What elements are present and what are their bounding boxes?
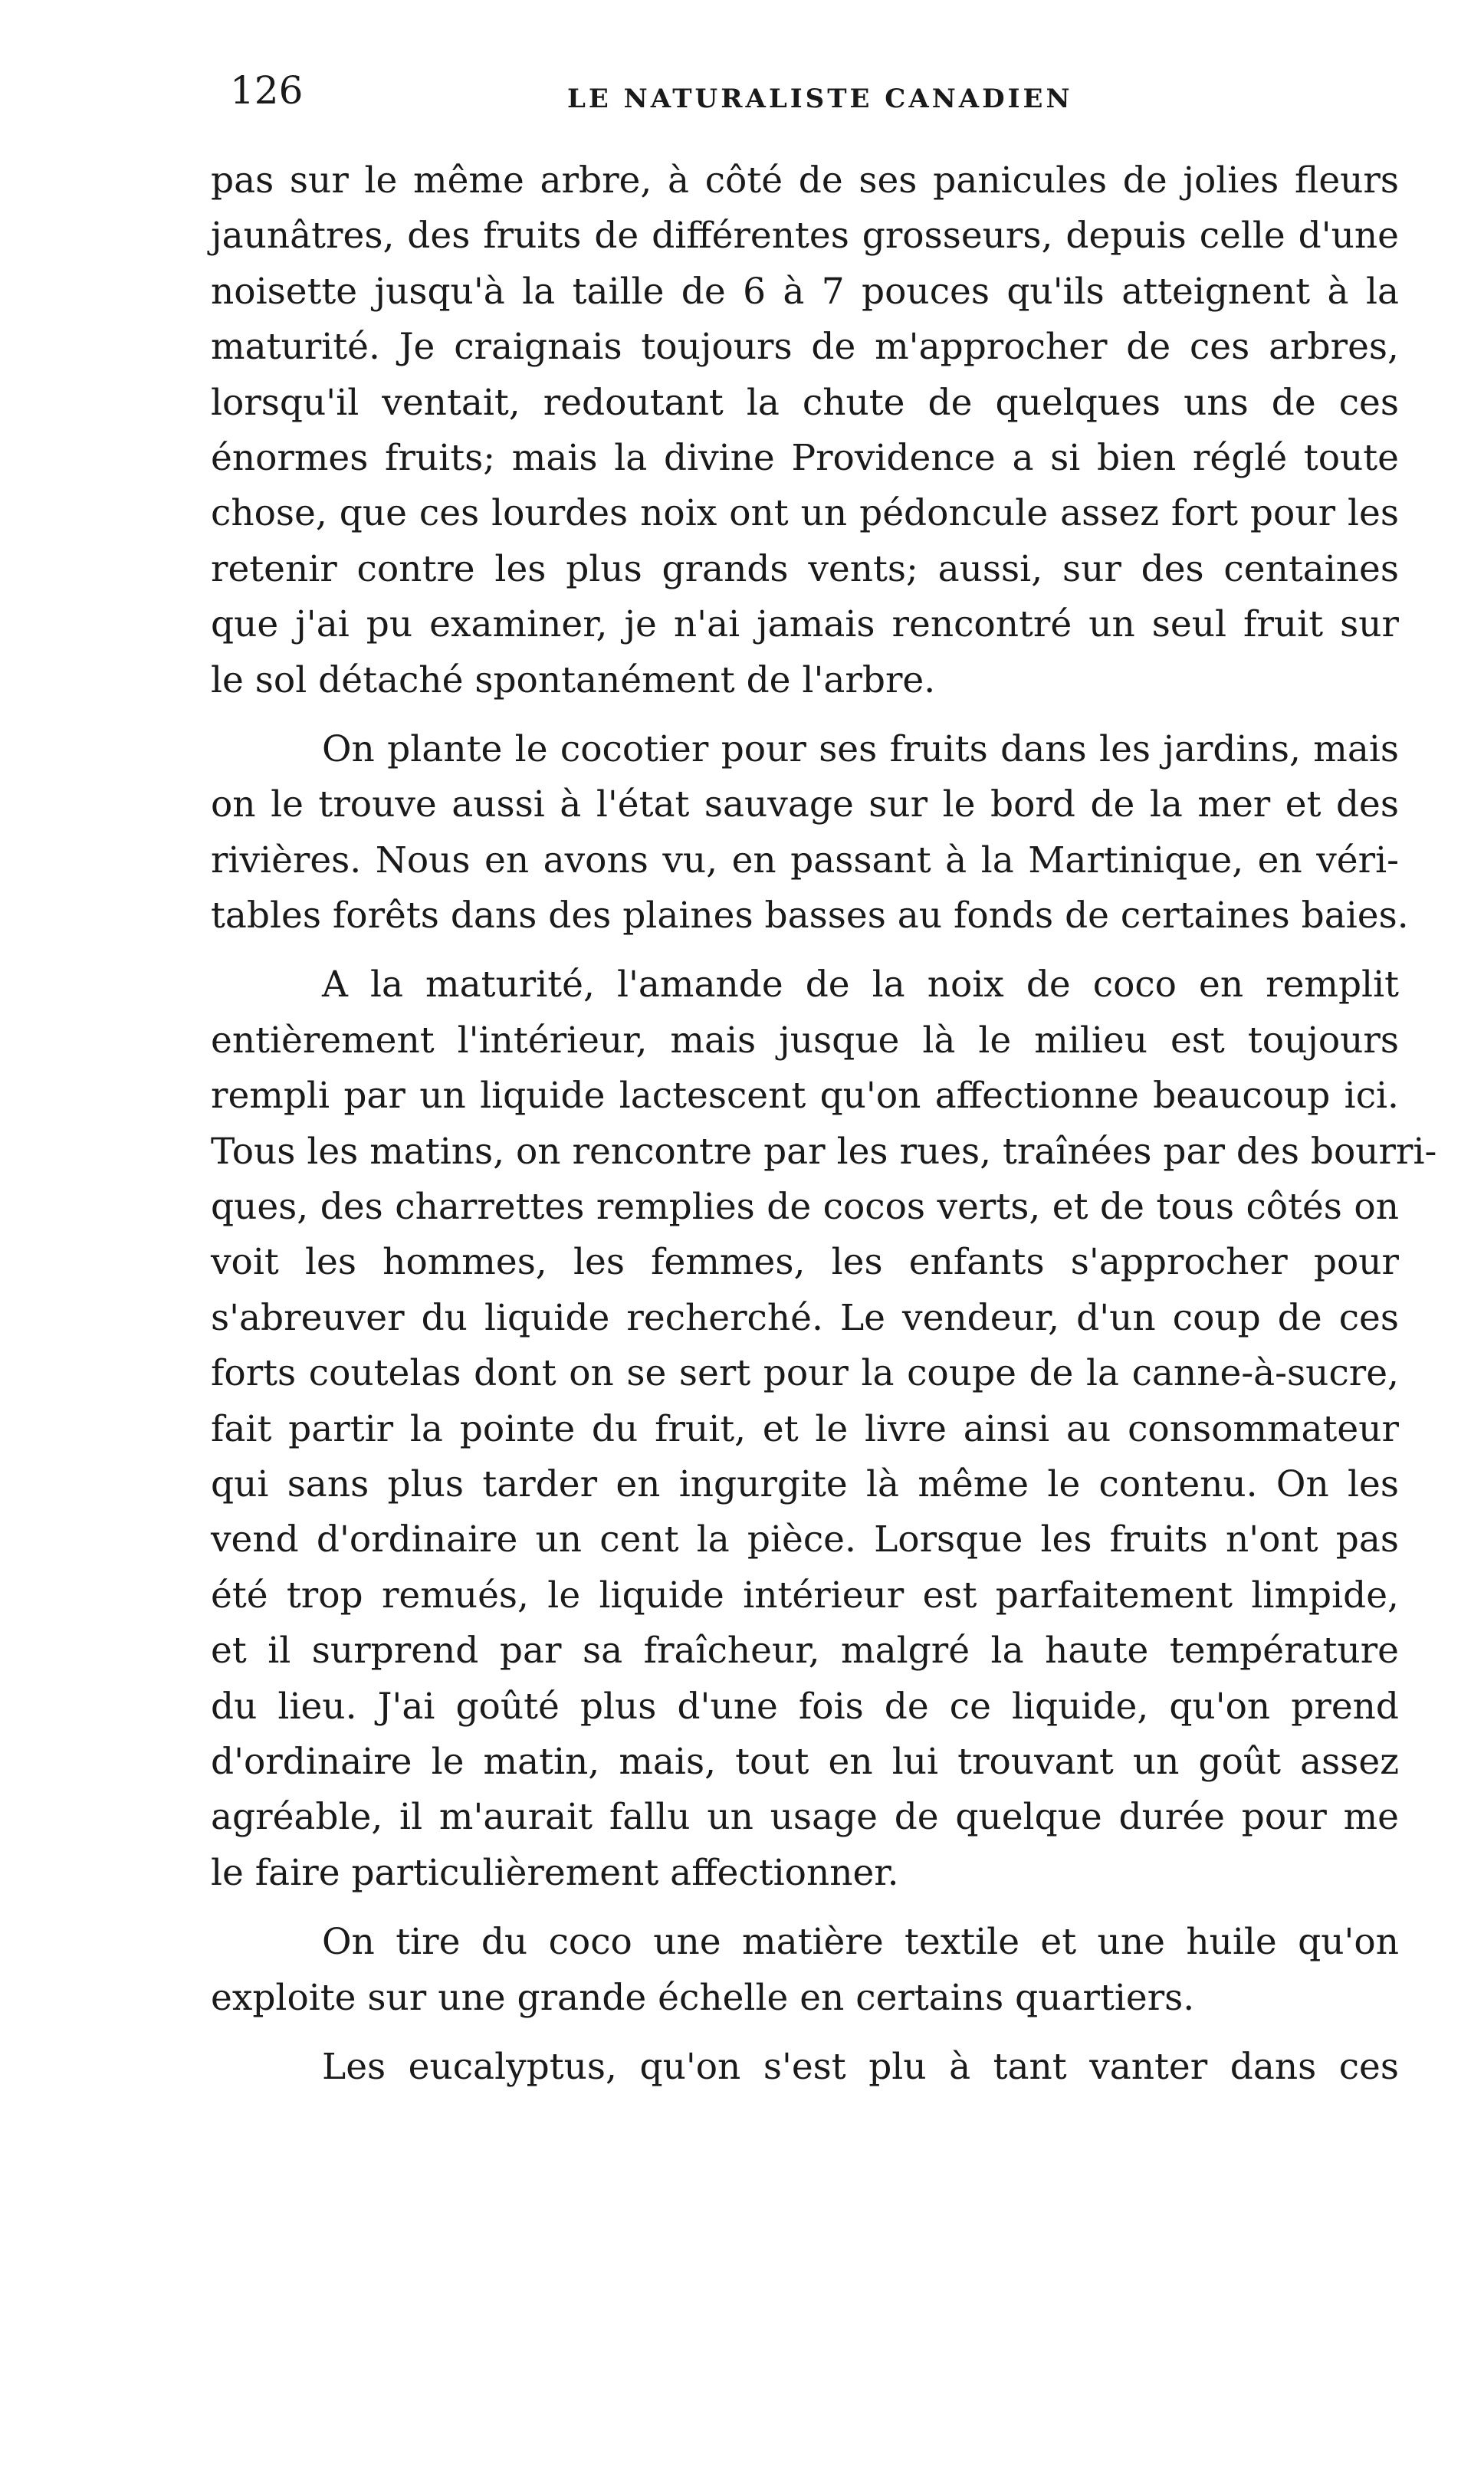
text-line: et il surprend par sa fraîcheur, malgré la haute température — [211, 1630, 1399, 1673]
paragraph-gap — [211, 1901, 1399, 1915]
text-line: Les eucalyptus, qu'on s'est plu à tant vanter dans ces — [322, 2045, 1399, 2088]
text-line: vend d'ordinaire un cent la pièce. Lorsque les fruits n'ont pas — [211, 1518, 1399, 1561]
text-line: du lieu. J'ai goûté plus d'une fois de ce liquide, qu'on prend — [211, 1685, 1399, 1728]
text-line: d'ordinaire le matin, mais, tout en lui trouvant un goût assez — [211, 1740, 1399, 1783]
running-title: LE NATURALISTE CANADIEN — [567, 84, 1073, 114]
text-line: On tire du coco une matière textile et une huile qu'on — [322, 1921, 1399, 1964]
text-line: s'abreuver du liquide recherché. Le vendeur, d'un coup de ces — [211, 1296, 1399, 1339]
paragraph-4 — [211, 1915, 1399, 2026]
paragraph-2 — [211, 722, 1409, 944]
paragraph-5 — [211, 2040, 1399, 2095]
text-line: énormes fruits; mais la divine Providence a si bien réglé toute — [211, 436, 1399, 479]
text-line: rempli par un liquide lactescent qu'on affectionne beaucoup ici. — [211, 1075, 1399, 1118]
text-line: pas sur le même arbre, à côté de ses panicules de jolies fleurs — [211, 159, 1399, 202]
text-line: voit les hommes, les femmes, les enfants s'approcher pour — [211, 1241, 1399, 1284]
page-number: 126 — [230, 68, 304, 113]
text-line: noisette jusqu'à la taille de 6 à 7 pouces qu'ils atteignent à la — [211, 270, 1399, 313]
paragraph-gap — [211, 708, 1399, 722]
text-line: qui sans plus tarder en ingurgite là même le contenu. On les — [211, 1462, 1399, 1505]
paragraph-3 — [211, 957, 1437, 1901]
paragraph-1 — [211, 153, 1399, 708]
text-line: le sol détaché spontanément de l'arbre. — [211, 658, 936, 701]
body-text — [211, 153, 1437, 2095]
text-line: maturité. Je craignais toujours de m'approcher de ces arbres, — [211, 326, 1399, 369]
text-line: on le trouve aussi à l'état sauvage sur le bord de la mer et des — [211, 783, 1399, 826]
text-line: chose, que ces lourdes noix ont un pédoncule assez fort pour les — [211, 492, 1399, 535]
text-line: rivières. Nous en avons vu, en passant à la Martinique, en véri- — [211, 839, 1399, 881]
text-line: forts coutelas dont on se sert pour la coupe de la canne-à-sucre, — [211, 1352, 1399, 1395]
text-line: retenir contre les plus grands vents; aussi, sur des centaines — [211, 547, 1399, 590]
page-header — [230, 67, 1380, 129]
text-line: exploite sur une grande échelle en certains quartiers. — [211, 1976, 1195, 2019]
text-line: jaunâtres, des fruits de différentes grosseurs, depuis celle d'une — [211, 215, 1399, 258]
text-line: que j'ai pu examiner, je n'ai jamais rencontré un seul fruit sur — [211, 603, 1399, 646]
text-line: On plante le cocotier pour ses fruits dans les jardins, mais — [322, 727, 1399, 770]
text-line: tables forêts dans des plaines basses au fonds de certaines baies. — [211, 895, 1409, 937]
text-line: A la maturité, l'amande de la noix de coco en remplit — [322, 963, 1399, 1006]
text-line: ques, des charrettes remplies de cocos verts, et de tous côtés on — [211, 1186, 1399, 1229]
text-line: le faire particulièrement affectionner. — [211, 1851, 899, 1894]
text-line: été trop remués, le liquide intérieur est parfaitement limpide, — [211, 1574, 1399, 1617]
paragraph-gap — [211, 944, 1399, 957]
text-line: agréable, il m'aurait fallu un usage de quelque durée pour me — [211, 1796, 1399, 1839]
text-line: lorsqu'il ventait, redoutant la chute de quelques uns de ces — [211, 381, 1399, 424]
text-line: Tous les matins, on rencontre par les rues, traînées par des bourri- — [211, 1130, 1437, 1173]
text-line: fait partir la pointe du fruit, et le livre ainsi au consommateur — [211, 1407, 1399, 1450]
text-line: entièrement l'intérieur, mais jusque là le milieu est toujours — [211, 1019, 1399, 1062]
paragraph-gap — [211, 2026, 1399, 2040]
